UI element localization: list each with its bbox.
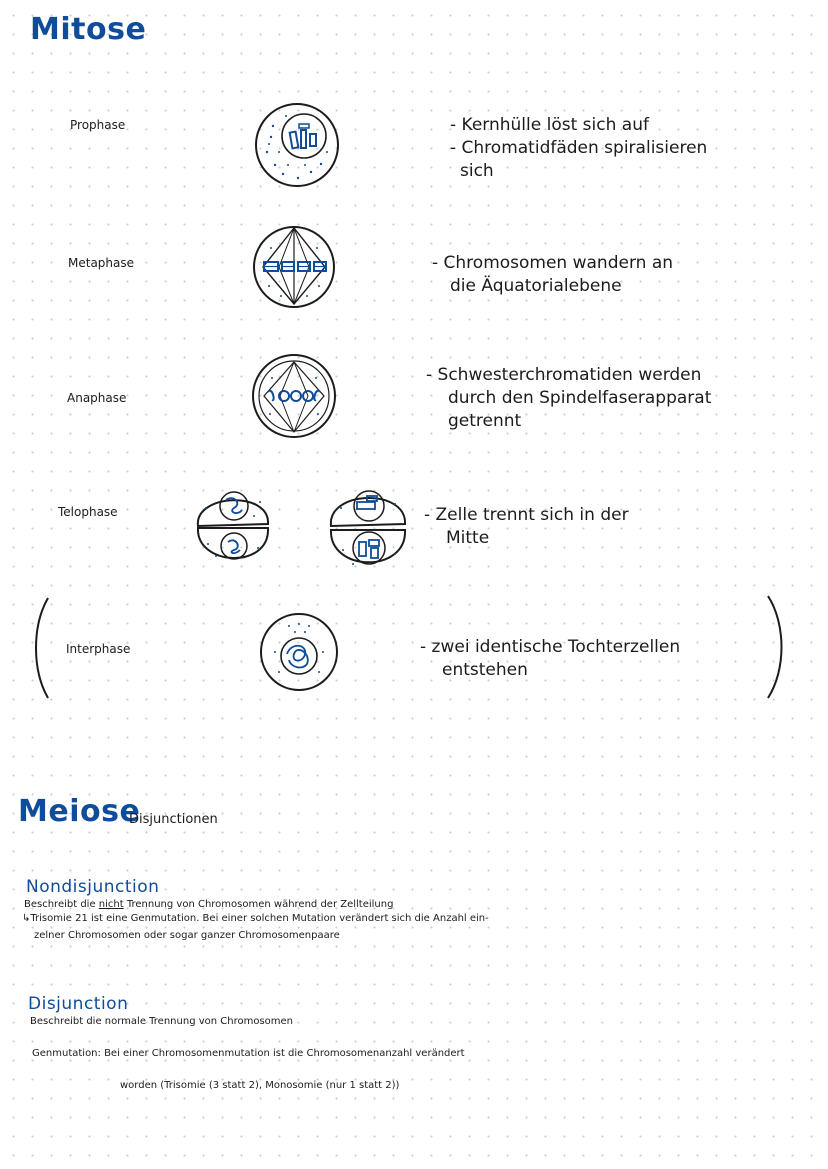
nondisjunction-line-1 (24, 899, 393, 910)
interphase-right-bracket (764, 594, 786, 700)
telophase-description (424, 504, 629, 550)
anaphase-desc-line-2: durch den Spindelfaserapparat (448, 388, 712, 408)
phase-label-telophase: Telophase (58, 505, 118, 519)
prophase-desc-line-3: sich (460, 161, 494, 181)
interphase-cell-drawing (259, 612, 341, 694)
phase-label-metaphase: Metaphase (68, 256, 135, 270)
meiose-title: Meiose (18, 794, 141, 829)
metaphase-desc-line-1: - Chromosomen wandern an (432, 253, 674, 273)
telophase-cell-right-drawing (327, 484, 411, 574)
metaphase-desc-line-2: die Äquatorialebene (450, 276, 622, 296)
metaphase-description (432, 252, 673, 298)
nondisjunction-line-1-post: Trennung von Chromosomen während der Zellteilung (126, 899, 394, 910)
telophase-desc-line-2: Mitte (446, 528, 490, 548)
anaphase-desc-line-1: - Schwesterchromatiden werden (426, 365, 702, 385)
phase-label-anaphase: Anaphase (67, 391, 127, 405)
nondisjunction-line-2: ↳Trisomie 21 ist eine Genmutation. Bei einer solchen Mutation verändert sich die Anzahl ein- (22, 913, 489, 924)
nondisjunction-title: Nondisjunction (26, 877, 160, 897)
interphase-desc-line-1: - zwei identische Tochterzellen (420, 637, 681, 657)
anaphase-cell-drawing (250, 352, 338, 440)
phase-label-prophase: Prophase (70, 118, 126, 132)
telophase-cell-left-drawing (194, 486, 274, 568)
anaphase-description (426, 364, 711, 433)
prophase-desc-line-1: - Kernhülle löst sich auf (450, 115, 649, 135)
prophase-cell-drawing (253, 102, 341, 188)
disjunction-line-2: Genmutation: Bei einer Chromosomenmutation ist die Chromosomenanzahl verändert (32, 1048, 465, 1059)
interphase-desc-line-2: entstehen (442, 660, 528, 680)
interphase-left-bracket (32, 596, 52, 700)
telophase-desc-line-1: - Zelle trennt sich in der (424, 505, 629, 525)
interphase-description (420, 636, 680, 682)
anaphase-desc-line-3: getrennt (448, 411, 522, 431)
phase-label-interphase: Interphase (66, 642, 131, 656)
meiose-subtitle: Disjunctionen (129, 812, 218, 827)
prophase-desc-line-2: - Chromatidfäden spiralisieren (450, 138, 708, 158)
disjunction-title: Disjunction (28, 994, 129, 1014)
disjunction-line-3: worden (Trisomie (3 statt 2), Monosomie (nur 1 statt 2)) (120, 1080, 400, 1091)
nondisjunction-line-1-underlined: nicht (98, 899, 124, 910)
prophase-description (450, 114, 707, 183)
disjunction-line-1: Beschreibt die normale Trennung von Chromosomen (30, 1016, 294, 1027)
nondisjunction-line-3: zelner Chromosomen oder sogar ganzer Chromosomenpaare (34, 930, 340, 941)
mitose-title: Mitose (30, 12, 147, 47)
nondisjunction-line-1-pre: Beschreibt die (24, 899, 96, 910)
metaphase-cell-drawing (251, 224, 337, 310)
